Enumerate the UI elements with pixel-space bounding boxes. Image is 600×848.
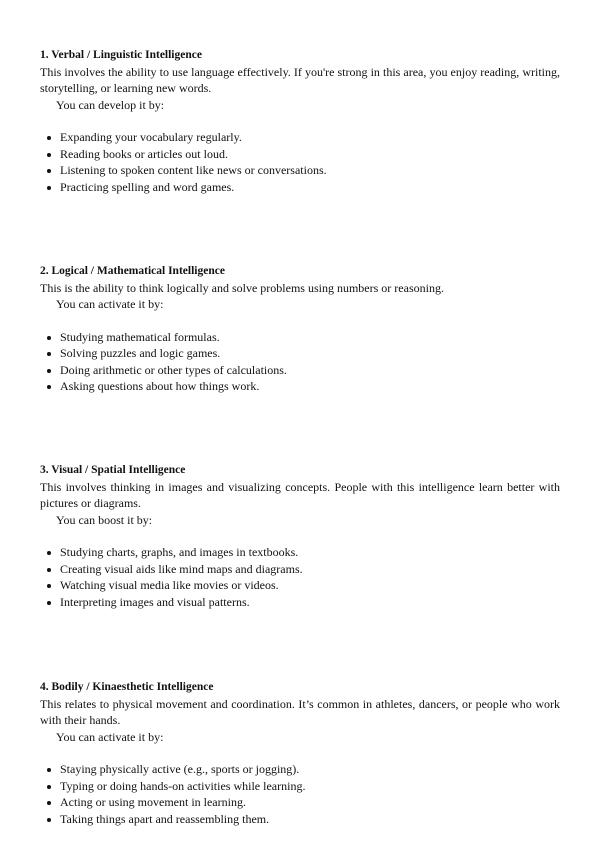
list-item bbox=[40, 794, 560, 811]
bullet-icon bbox=[47, 186, 51, 190]
list-item bbox=[40, 594, 560, 611]
list-item bbox=[40, 162, 560, 179]
list-item-text: Expanding your vocabulary regularly. bbox=[60, 130, 242, 144]
bullet-icon bbox=[47, 801, 51, 805]
section-body: This relates to physical movement and coordination. It’s common in athletes, dancers, or people who work with their hands. bbox=[40, 696, 560, 727]
section-intro: You can activate it by: bbox=[56, 729, 164, 744]
list-item-text: Interpreting images and visual patterns. bbox=[60, 594, 250, 609]
list-item-text: Staying physically active (e.g., sports or jogging). bbox=[60, 762, 300, 776]
bullet-icon bbox=[47, 785, 51, 789]
section-body: This involves thinking in images and visualizing concepts. People with this intelligence learn better with pictures or diagrams. bbox=[40, 479, 560, 510]
list-item bbox=[40, 778, 560, 795]
section-visual-spatial bbox=[40, 462, 560, 610]
bullet-icon bbox=[47, 568, 51, 572]
list-item-text: Listening to spoken content like news or conversations. bbox=[60, 163, 327, 177]
list-item bbox=[40, 345, 560, 362]
list-item bbox=[40, 329, 560, 346]
list-item bbox=[40, 544, 560, 561]
bullet-icon bbox=[47, 153, 51, 157]
list-item-text: Studying mathematical formulas. bbox=[60, 329, 220, 344]
list-item-text: Doing arithmetic or other types of calculations. bbox=[60, 362, 287, 377]
list-item-text: Asking questions about how things work. bbox=[60, 379, 260, 393]
list-item bbox=[40, 811, 560, 828]
section-intro: You can boost it by: bbox=[56, 512, 153, 527]
list-item bbox=[40, 129, 560, 146]
list-item-text: Creating visual aids like mind maps and diagrams. bbox=[60, 561, 303, 576]
list-item-text: Watching visual media like movies or videos. bbox=[60, 578, 279, 592]
bullet-icon bbox=[47, 385, 51, 389]
list-item-text: Solving puzzles and logic games. bbox=[60, 346, 221, 360]
section-intro: You can activate it by: bbox=[56, 297, 164, 311]
section-verbal-linguistic bbox=[40, 47, 560, 195]
bullet-icon bbox=[47, 768, 51, 772]
bullet-list bbox=[40, 329, 560, 395]
list-item bbox=[40, 179, 560, 196]
list-item-text: Practicing spelling and word games. bbox=[60, 179, 235, 194]
list-item bbox=[40, 761, 560, 778]
bullet-list bbox=[40, 129, 560, 195]
section-heading: 1. Verbal / Linguistic Intelligence bbox=[40, 49, 202, 61]
bullet-icon bbox=[47, 169, 51, 173]
section-heading: 2. Logical / Mathematical Intelligence bbox=[40, 265, 225, 277]
list-item bbox=[40, 362, 560, 379]
bullet-list bbox=[40, 761, 560, 827]
bullet-icon bbox=[47, 551, 51, 555]
section-body: This involves the ability to use language effectively. If you're strong in this area, you enjoy reading, writing, storytelling, or learning new words. bbox=[40, 64, 560, 95]
list-item bbox=[40, 577, 560, 594]
section-intro: You can develop it by: bbox=[56, 97, 165, 112]
list-item bbox=[40, 378, 560, 395]
section-bodily-kinaesthetic bbox=[40, 679, 560, 827]
list-item-text: Reading books or articles out loud. bbox=[60, 146, 228, 161]
bullet-list bbox=[40, 544, 560, 610]
bullet-icon bbox=[47, 818, 51, 822]
section-heading: 4. Bodily / Kinaesthetic Intelligence bbox=[40, 681, 214, 693]
bullet-icon bbox=[47, 601, 51, 605]
list-item-text: Taking things apart and reassembling them. bbox=[60, 811, 270, 826]
section-logical-mathematical bbox=[40, 263, 560, 395]
list-item bbox=[40, 561, 560, 578]
list-item-text: Studying charts, graphs, and images in textbooks. bbox=[60, 545, 299, 559]
bullet-icon bbox=[47, 584, 51, 588]
list-item-text: Acting or using movement in learning. bbox=[60, 795, 246, 809]
list-item bbox=[40, 146, 560, 163]
list-item-text: Typing or doing hands-on activities while learning. bbox=[60, 778, 306, 793]
bullet-icon bbox=[47, 336, 51, 340]
bullet-icon bbox=[47, 352, 51, 356]
bullet-icon bbox=[47, 136, 51, 140]
section-heading: 3. Visual / Spatial Intelligence bbox=[40, 464, 186, 476]
bullet-icon bbox=[47, 369, 51, 373]
section-body: This is the ability to think logically and solve problems using numbers or reasoning. bbox=[40, 280, 444, 295]
